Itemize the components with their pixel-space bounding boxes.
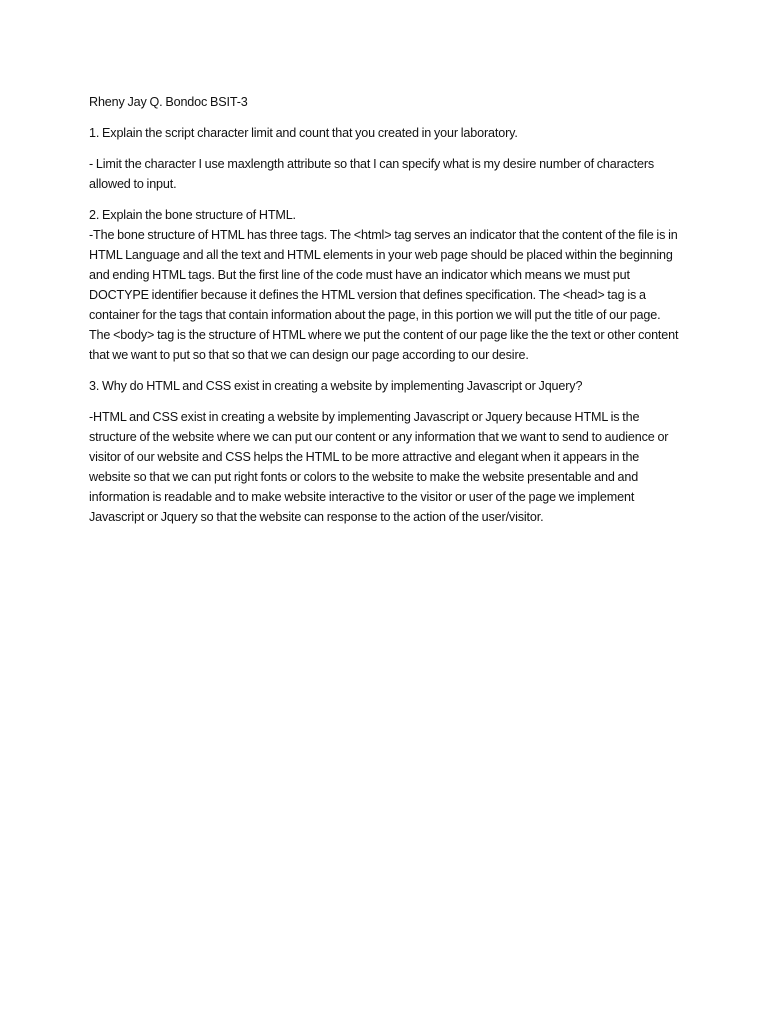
answer-1: - Limit the character I use maxlength attribute so that I can specify what is my desire number of characters allowed to input.: [89, 157, 655, 191]
document-body: [89, 92, 679, 538]
question-1: 1. Explain the script character limit and count that you created in your laboratory.: [89, 126, 518, 140]
question-2: 2. Explain the bone structure of HTML.: [89, 208, 296, 222]
answer-2: -The bone structure of HTML has three tags. The <html> tag serves an indicator that the content of the file is in HTML Language and all the text and HTML elements in your web page should be placed within the beginning and ending HTML tags. But the first line of the code must have an indicator which means we must put DOCTYPE identifier because it defines the HTML version that defines specification. The <head> tag is a container for the tags that contain information about the page, in this portion we will put the title of our page. The <body> tag is the structure of HTML where we put the content of our page like the the text or other content that we want to put so that so that we can design our page according to our desire.: [89, 228, 679, 362]
answer-3: -HTML and CSS exist in creating a website by implementing Javascript or Jquery because HTML is the structure of the website where we can put our content or any information that we want to send to audience or visitor of our website and CSS helps the HTML to be more attractive and elegant when it appears in the website so that we can put right fonts or colors to the website to make the website presentable and and information is readable and to make website interactive to the visitor or user of the page we implement Javascript or Jquery so that the website can response to the action of the user/visitor.: [89, 410, 669, 524]
author-line: Rheny Jay Q. Bondoc BSIT-3: [89, 95, 248, 109]
question-3: 3. Why do HTML and CSS exist in creating a website by implementing Javascript or Jquery?: [89, 379, 583, 393]
